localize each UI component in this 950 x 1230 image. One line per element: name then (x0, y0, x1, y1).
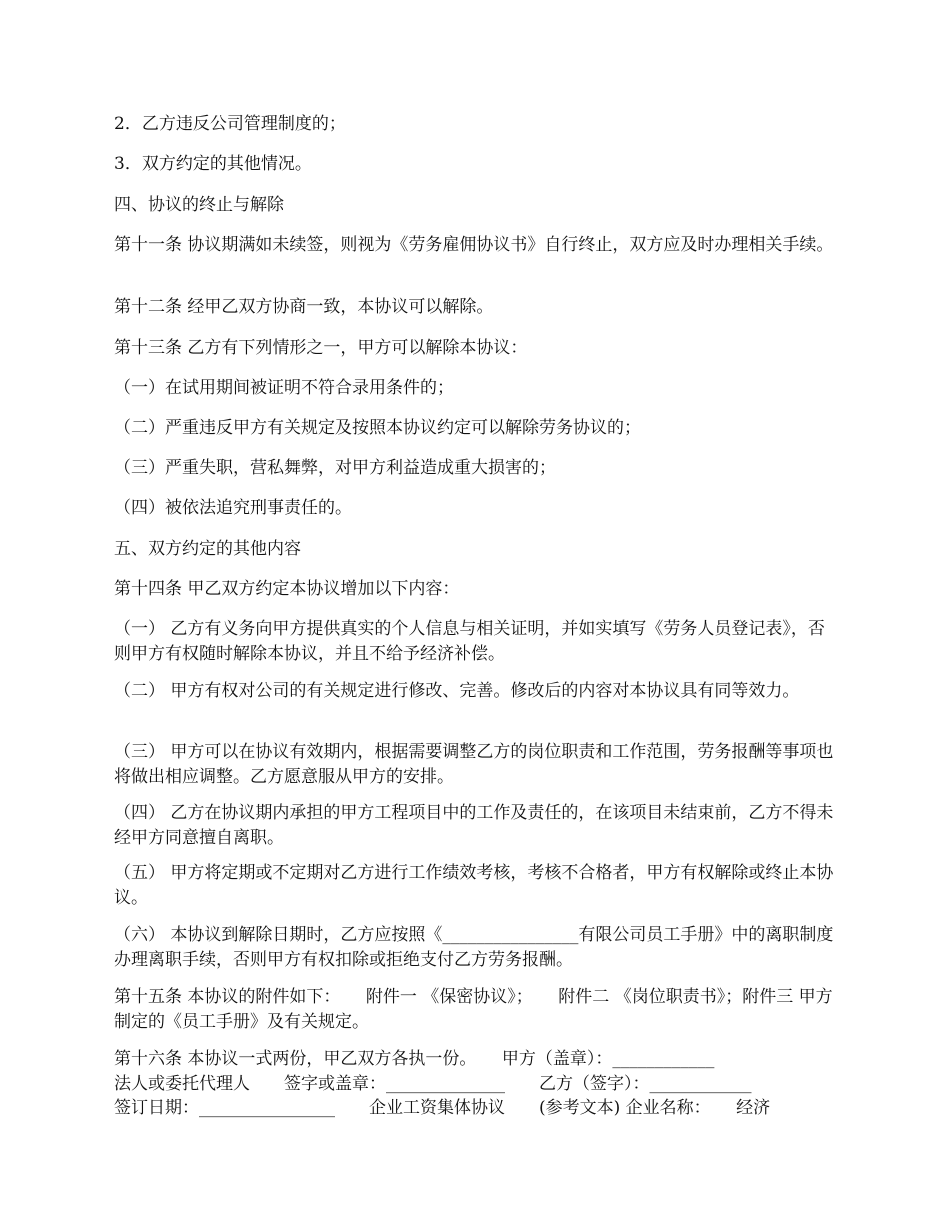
list-item: （一） 乙方有义务向甲方提供真实的个人信息与相关证明，并如实填写《劳务人员登记表》，否则甲方有权随时解除本协议，并且不给予经济补偿。 (114, 619, 825, 664)
list-item: （二） 甲方有权对公司的有关规定进行修改、完善。修改后的内容对本协议具有同等效力。 (114, 681, 800, 701)
signature-line: 法人或委托代理人 签字或盖章：______________ 乙方（签字）：____________ (114, 1074, 752, 1094)
list-item: （四）被依法追究刑事责任的。 (114, 498, 352, 518)
article-11: 第十一条 协议期满如未续签，则视为《劳务雇佣协议书》自行终止，双方应及时办理相关手续。 (114, 235, 834, 255)
signature-line: 签订日期：________________ 企业工资集体协议 (参考文本) 企业名称： 经济 (114, 1098, 771, 1118)
article-12: 第十二条 经甲乙双方协商一致，本协议可以解除。 (114, 297, 494, 317)
section-heading: 四、协议的终止与解除 (114, 195, 284, 215)
paragraph: 3．双方约定的其他情况。 (114, 154, 312, 174)
signature-line: 第十六条 本协议一式两份，甲乙双方各执一份。 甲方（盖章）：____________ (114, 1049, 715, 1069)
list-item: （三）严重失职，营私舞弊，对甲方利益造成重大损害的； (114, 458, 556, 478)
list-item: （一）在试用期间被证明不符合录用条件的； (114, 378, 454, 398)
list-item: （三） 甲方可以在协议有效期内，根据需要调整乙方的岗位职责和工作范围，劳务报酬等事项也将做出相应调整。乙方愿意服从甲方的安排。 (114, 742, 834, 787)
list-item: （六） 本协议到解除日期时，乙方应按照《________________有限公司员工手册》中的离职制度办理离职手续，否则甲方有权扣除或拒绝支付乙方劳务报酬。 (114, 925, 834, 970)
paragraph: 2．乙方违反公司管理制度的； (114, 114, 346, 134)
section-heading: 五、双方约定的其他内容 (114, 539, 301, 559)
list-item: （四） 乙方在协议期内承担的甲方工程项目中的工作及责任的，在该项目未结束前，乙方不得未经甲方同意擅自离职。 (114, 803, 834, 848)
article-13: 第十三条 乙方有下列情形之一，甲方可以解除本协议： (114, 338, 528, 358)
article-15: 第十五条 本协议的附件如下： 附件一 《保密协议》； 附件二 《岗位职责书》；附件三 甲方制定的《员工手册》及有关规定。 (114, 987, 833, 1032)
list-item: （二）严重违反甲方有关规定及按照本协议约定可以解除劳务协议的； (114, 418, 641, 438)
article-14: 第十四条 甲乙双方约定本协议增加以下内容： (114, 579, 460, 599)
list-item: （五） 甲方将定期或不定期对乙方进行工作绩效考核，考核不合格者，甲方有权解除或终止本协议。 (114, 863, 834, 908)
